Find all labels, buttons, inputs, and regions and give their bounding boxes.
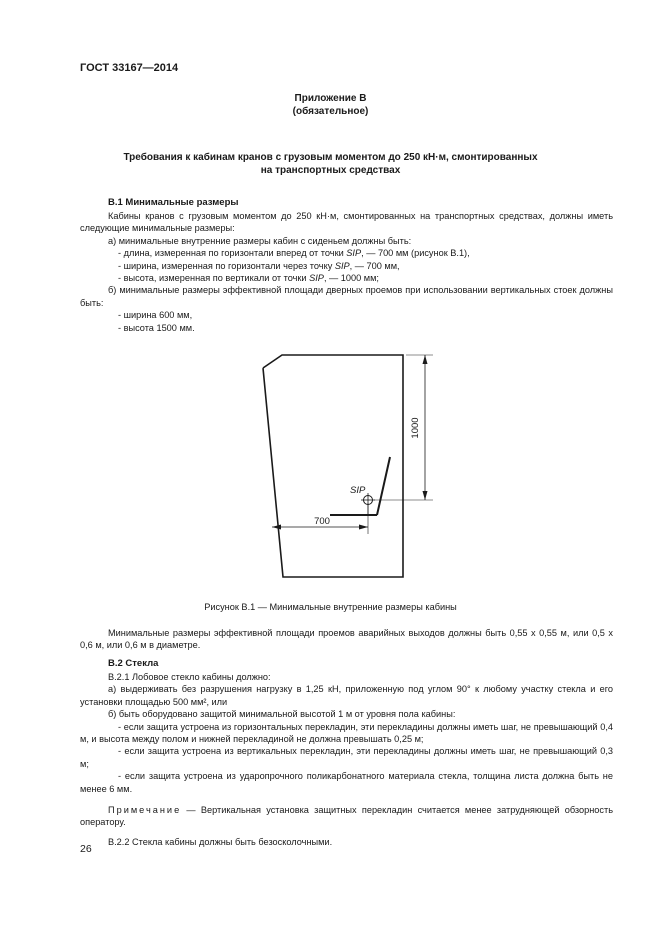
- b2-item: - если защита устроена из вертикальных перекладин, эти перекладины должны иметь шаг, не превышающий 0,3 м;: [80, 746, 613, 769]
- b2-item: - если защита устроена из ударопрочного поликарбонатного материала стекла, толщина листа должна быть не менее 6 мм.: [80, 771, 613, 794]
- section-b2-heading: В.2 Стекла: [108, 658, 159, 669]
- b1-a-item: - длина, измеренная по горизонтали вперед от точки SIP, — 700 мм (рисунок В.1),: [118, 248, 470, 259]
- b1-b-item: - высота 1500 мм.: [118, 322, 195, 333]
- main-title-line1: Требования к кабинам кранов с грузовым моментом до 250 кН·м, смонтированных: [123, 152, 538, 163]
- section-b1-heading: В.1 Минимальные размеры: [108, 197, 239, 208]
- b2-p3: б) быть оборудовано защитой минимальной высотой 1 м от уровня пола кабины:: [108, 709, 456, 720]
- label-length: 700: [314, 516, 330, 527]
- annex-subtitle: (обязательное): [292, 106, 369, 117]
- note-label: Примечание: [108, 805, 182, 816]
- emergency-exits-text: [80, 627, 613, 652]
- b1-a-item: - высота, измеренная по вертикали от точки SIP, — 1000 мм;: [118, 273, 379, 284]
- b2-p4: В.2.2 Стекла кабины должны быть безосколочными.: [108, 836, 333, 847]
- seat-back-line: [377, 457, 390, 515]
- page-number: 26: [80, 843, 92, 855]
- b2-item: - если защита устроена из горизонтальных перекладин, эти перекладины должны иметь шаг, не превышающий 0,4 м, и высота между полом и нижней перекладиной не должна превышать 0,25 м;: [80, 721, 613, 745]
- b1-b-item: - ширина 600 мм,: [118, 310, 193, 321]
- label-height: 1000: [410, 417, 421, 439]
- b1-item-b: б) минимальные размеры эффективной площади дверных проемов при использовании вертикальных стоек должны быть:: [80, 285, 613, 308]
- b1-a-item: - ширина, измеренная по горизонтали через точку SIP, — 700 мм,: [118, 260, 400, 271]
- note-text: — Вертикальная установка защитных перекладин считается менее затрудняющей обзорность оператору.: [80, 805, 613, 828]
- b2-p2: а) выдерживать без разрушения нагрузку в 1,25 кН, приложенную под углом 90° к любому участку стекла и его установки площадью 500 мм², или: [80, 684, 613, 707]
- cabin-outline: [263, 355, 403, 577]
- section-b2-body: [80, 671, 613, 848]
- b1-intro: Кабины кранов с грузовым моментом до 250 кН·м, смонтированных на транспортных средствах, должны иметь следующие минимальные размеры:: [80, 211, 613, 234]
- b2-note: [80, 804, 613, 829]
- annex-title: Приложение В: [294, 93, 367, 104]
- main-title-line2: на транспортных средствах: [260, 165, 401, 176]
- b2-p1: В.2.1 Лобовое стекло кабины должно:: [108, 672, 271, 682]
- document-code: ГОСТ 33167—2014: [80, 62, 179, 74]
- b1-item-a: а) минимальные внутренние размеры кабин с сиденьем должны быть:: [108, 235, 412, 246]
- label-sip: SIP: [350, 485, 366, 496]
- figure-caption: Рисунок В.1 — Минимальные внутренние размеры кабины: [204, 602, 457, 612]
- emergency-paragraph: Минимальные размеры эффективной площади проемов аварийных выходов должны быть 0,55 х 0,55 м, или 0,5 х 0,6 м, или 0,6 м в диаметре.: [80, 628, 613, 651]
